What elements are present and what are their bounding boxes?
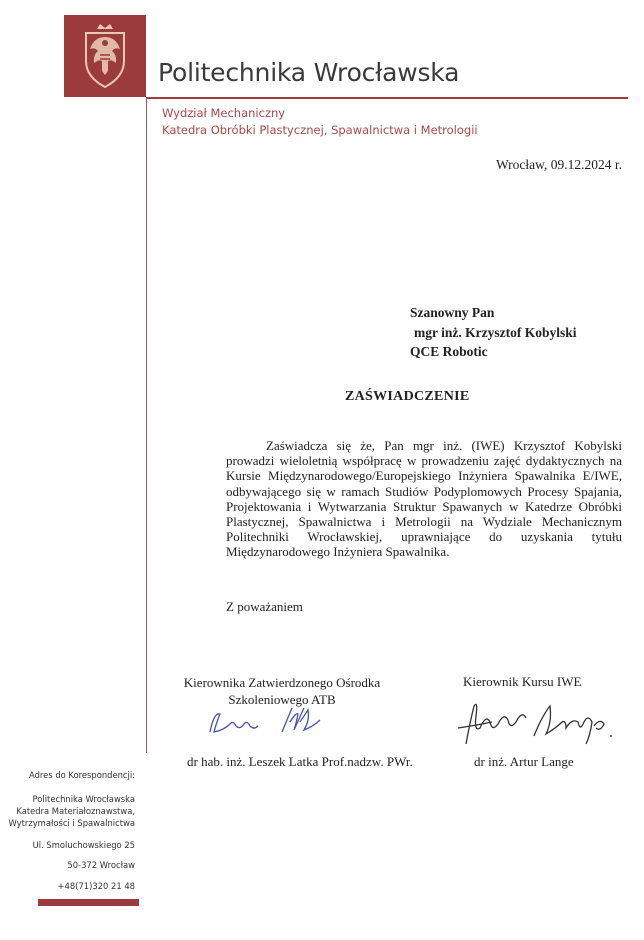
right-signature-icon xyxy=(452,692,622,752)
left-role-line1: Kierownika Zatwierdzonego Ośrodka xyxy=(183,675,381,690)
left-signatory-name: dr hab. inż. Leszek Latka Prof.nadzw. PWr. xyxy=(187,754,413,769)
address-line: Politechnika Wrocławska xyxy=(32,794,135,804)
recipient-company: QCE Robotic xyxy=(410,344,488,359)
margin-rule xyxy=(146,97,147,753)
right-signatory-name: dr inż. Artur Lange xyxy=(474,754,574,769)
address-city: 50-372 Wrocław xyxy=(67,860,135,870)
address-line: Katedra Materiałoznawstwa, xyxy=(16,806,135,816)
recipient-block xyxy=(410,303,577,362)
right-signatory-role: Kierownik Kursu IWE xyxy=(463,674,582,689)
footer-rule xyxy=(38,899,139,906)
closing-phrase: Z poważaniem xyxy=(226,599,303,614)
letter-date: Wrocław, 09.12.2024 r. xyxy=(495,157,622,172)
address-street: Ul. Smoluchowskiego 25 xyxy=(32,840,135,850)
department-name: Katedra Obróbki Plastycznej, Spawalnictwa i Metrologii xyxy=(162,123,478,137)
faculty-name: Wydział Mechaniczny xyxy=(162,106,286,120)
university-name: Politechnika Wrocławska xyxy=(158,58,460,87)
address-phone: +48(71)320 21 48 xyxy=(57,881,135,891)
recipient-name: mgr inż. Krzysztof Kobylski xyxy=(414,324,577,340)
address-heading: Adres do Korespondencji: xyxy=(28,770,135,780)
body-paragraph: Zaświadcza się że, Pan mgr inż. (IWE) Krzysztof Kobylski prowadzi wieloletnią współpracę w prowadzeniu zajęć dydaktycznych na Kursie Międzynarodowego/Europejskiego Inżyniera Spawalnika E/IWE, odbywającego się w ramach Studiów Podyplomowych Procesy Spajania, Projektowania i Wytwarzania Struktur Spawanych w Katedrze Obróbki Plastycznej, Spawalnictwa i Metrologii na Wydziale Mechanicznym Politechniki Wrocławskiej, uprawniające do uzyskania tytułu Międzynarodowego Inżyniera Spawalnika. xyxy=(226,438,622,560)
left-role-line2: Szkoleniowego ATB xyxy=(228,692,336,707)
header-rule xyxy=(146,97,628,99)
recipient-salutation: Szanowny Pan xyxy=(410,305,495,320)
faculty-block xyxy=(162,105,478,139)
address-line: Wytrzymałości i Spawalnictwa xyxy=(8,818,135,828)
document-title: ZAŚWIADCZENIE xyxy=(345,389,470,404)
left-signature-icon xyxy=(200,702,330,742)
university-logo xyxy=(64,15,146,97)
eagle-crest-icon xyxy=(64,15,146,97)
